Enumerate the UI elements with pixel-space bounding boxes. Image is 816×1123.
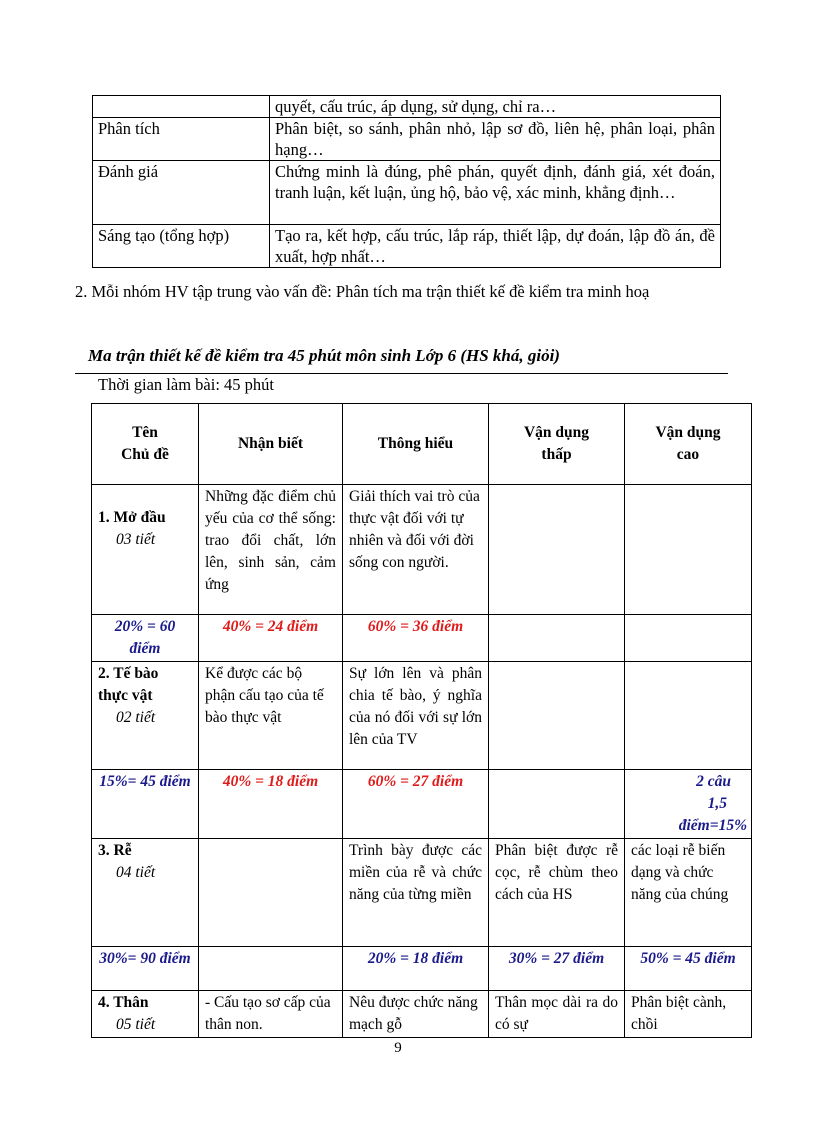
score-recognize (199, 947, 343, 991)
score-understand: 60% = 36 điểm (343, 615, 489, 662)
topic-lessons: 05 tiết (116, 1016, 156, 1033)
recognize-cell: Kể được các bộ phận cấu tạo của tế bào thực vật (199, 662, 343, 770)
topic-name: 4. Thân (98, 994, 149, 1011)
recognize-cell: Những đặc điểm chủ yếu của cơ thể sống: trao đổi chất, lớn lên, sinh sản, cảm ứng (199, 485, 343, 615)
understand-cell: Nêu được chức năng mạch gỗ (343, 991, 489, 1038)
score-recognize: 40% = 18 điểm (199, 770, 343, 839)
header-apply-high: Vận dụng cao (625, 404, 752, 485)
score-apply-high-text: 50% = 45 điểm (640, 950, 736, 967)
criteria-text: Chứng minh là đúng, phê phán, quyết định, đánh giá, xét đoán, tranh luận, kết luận, ủng hộ, bảo vệ, xác minh, khẳng định… (270, 161, 721, 225)
topic-cell (92, 662, 199, 770)
topic-cell (92, 485, 199, 615)
topic-lessons: 04 tiết (116, 864, 156, 881)
topic-name: 1. Mở đầu (98, 509, 166, 526)
topic-lessons: 03 tiết (116, 531, 156, 548)
apply-low-cell: Thân mọc dài ra do có sự (489, 991, 625, 1038)
apply-low-cell: Phân biệt được rễ cọc, rễ chùm theo cách của HS (489, 839, 625, 947)
criteria-label: Sáng tạo (tổng hợp) (93, 225, 270, 268)
score-apply-high (625, 770, 752, 839)
score-topic: 30%= 90 điểm (92, 947, 199, 991)
score-apply-low-text: 30% = 27 điểm (508, 950, 605, 967)
header-topic: Tên Chủ đề (92, 404, 199, 485)
topic-name: 2. Tế bào thực vật (98, 665, 159, 704)
criteria-text: Tạo ra, kết hợp, cấu trúc, lắp ráp, thiết lập, dự đoán, lập đồ án, đề xuất, hợp nhất… (270, 225, 721, 268)
recognize-cell: - Cấu tạo sơ cấp của thân non. (199, 991, 343, 1038)
score-apply-high-line: điểm=15% (678, 817, 747, 834)
apply-high-cell: Phân biệt cành, chồi (625, 991, 752, 1038)
score-topic: 15%= 45 điểm (92, 770, 199, 839)
score-recognize: 40% = 24 điểm (199, 615, 343, 662)
title-rule (75, 373, 728, 374)
score-understand (343, 947, 489, 991)
criteria-table (92, 95, 721, 268)
topic-cell (92, 839, 199, 947)
score-apply-low (489, 770, 625, 839)
topic-name: 3. Rễ (98, 842, 132, 859)
apply-high-cell (625, 485, 752, 615)
criteria-text: Phân biệt, so sánh, phân nhỏ, lập sơ đồ, liên hệ, phân loại, phân hạng… (270, 118, 721, 161)
score-apply-high (625, 947, 752, 991)
apply-low-cell (489, 485, 625, 615)
recognize-cell (199, 839, 343, 947)
score-apply-high (625, 615, 752, 662)
time-note: Thời gian làm bài: 45 phút (98, 375, 274, 394)
header-apply-low: Vận dụng thấp (489, 404, 625, 485)
score-apply-high-line: 2 câu (696, 773, 731, 790)
topic-lessons: 02 tiết (116, 709, 156, 726)
header-understand: Thông hiểu (343, 404, 489, 485)
criteria-label: Đánh giá (93, 161, 270, 225)
criteria-text: quyết, cấu trúc, áp dụng, sử dụng, chỉ ra… (270, 96, 721, 118)
score-topic: 20% = 60 điểm (92, 615, 199, 662)
score-apply-high-line: 1,5 (707, 795, 727, 812)
score-understand: 60% = 27 điểm (343, 770, 489, 839)
understand-cell: Trình bày được các miền của rễ và chức năng của từng miền (343, 839, 489, 947)
topic-cell (92, 991, 199, 1038)
apply-high-cell (625, 662, 752, 770)
criteria-label: Phân tích (93, 118, 270, 161)
criteria-label (93, 96, 270, 118)
understand-cell: Giải thích vai trò của thực vật đối với tự nhiên và đối với đời sống con người. (343, 485, 489, 615)
score-understand-text: 20% = 18 điểm (367, 950, 464, 967)
instruction-paragraph: 2. Mỗi nhóm HV tập trung vào vấn đề: Phân tích ma trận thiết kế đề kiểm tra minh hoạ (75, 282, 650, 301)
apply-high-cell: các loại rễ biến dạng và chức năng của chúng (625, 839, 752, 947)
score-apply-low (489, 947, 625, 991)
page-number: 9 (394, 1040, 402, 1056)
apply-low-cell (489, 662, 625, 770)
matrix-title: Ma trận thiết kế đề kiểm tra 45 phút môn sinh Lớp 6 (HS khá, giỏi) (88, 346, 560, 365)
matrix-table (91, 403, 752, 1038)
score-apply-low (489, 615, 625, 662)
understand-cell: Sự lớn lên và phân chia tế bào, ý nghĩa của nó đối với sự lớn lên của TV (343, 662, 489, 770)
header-recognize: Nhận biết (199, 404, 343, 485)
